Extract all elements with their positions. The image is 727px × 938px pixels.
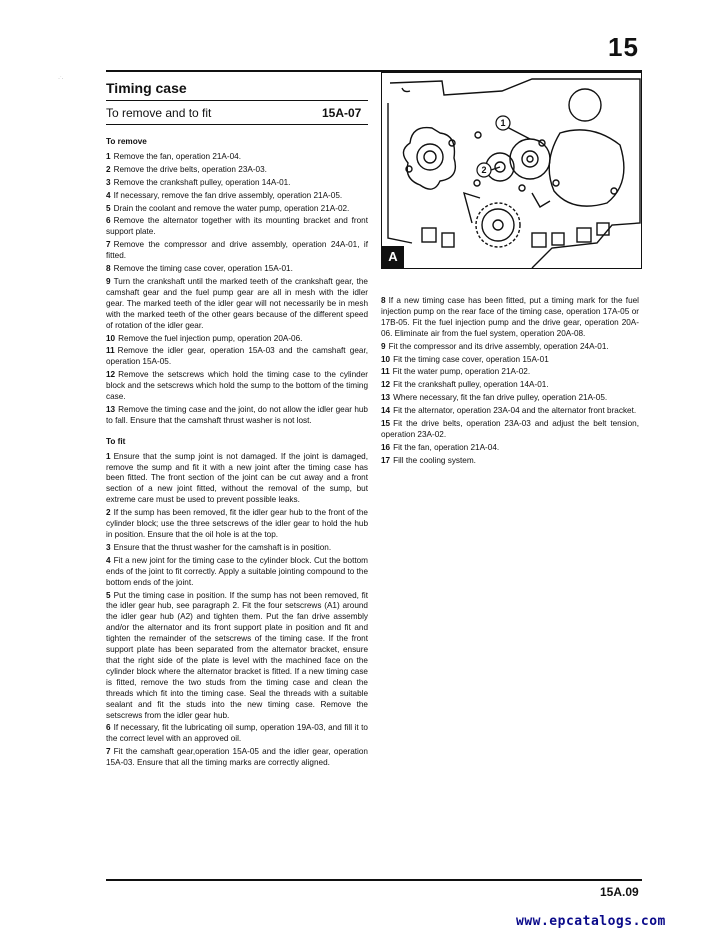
step-text: Remove the compressor and drive assembly, operation 24A-01, if fitted. bbox=[106, 240, 368, 261]
step-number: 11 bbox=[106, 346, 115, 356]
step-text: Remove the setscrews which hold the timing case to the cylinder block and the setscrews which hold the sump to the bottom of the timing case. bbox=[106, 370, 368, 402]
step-item bbox=[106, 370, 368, 403]
step-number: 6 bbox=[106, 723, 111, 733]
step-text: Fit the alternator, operation 23A-04 and the alternator front bracket. bbox=[393, 406, 637, 416]
step-number: 8 bbox=[381, 296, 386, 305]
subsection-title: To remove and to fit bbox=[106, 106, 212, 120]
step-number: 7 bbox=[106, 747, 111, 757]
step-number: 16 bbox=[381, 442, 391, 452]
step-item bbox=[106, 204, 368, 215]
step-item bbox=[106, 405, 368, 427]
step-item bbox=[381, 419, 639, 441]
step-item bbox=[106, 216, 368, 238]
step-item bbox=[106, 334, 368, 345]
step-text: Fit the fan, operation 21A-04. bbox=[393, 442, 500, 452]
footer-rule bbox=[106, 879, 642, 881]
step-number: 14 bbox=[381, 406, 391, 416]
step-item bbox=[106, 191, 368, 202]
step-text: Fit the compressor and its drive assembly, operation 24A-01. bbox=[388, 341, 609, 351]
step-text: Remove the drive belts, operation 23A-03. bbox=[113, 164, 267, 174]
step-text: If a new timing case has been fitted, put a timing mark for the fuel injection pump on the rear face of the timing case, operation 17A-05 or 17B-05. Fit the fuel injection pump and the drive gear, operation 20A-06. Eliminate air from the fuel system, operation 20A-08. bbox=[381, 296, 639, 338]
step-number: 3 bbox=[106, 542, 111, 552]
step-item bbox=[381, 367, 639, 378]
step-text: If necessary, remove the fan drive assembly, operation 21A-05. bbox=[113, 190, 343, 200]
step-number: 13 bbox=[381, 393, 391, 403]
step-text: Remove the timing case and the joint, do not allow the idler gear hub to fall. Ensure that the camshaft thrust washer is not lost. bbox=[106, 404, 368, 425]
step-text: Ensure that the thrust washer for the camshaft is in position. bbox=[113, 542, 332, 552]
to-fit-steps bbox=[106, 452, 368, 769]
step-item bbox=[381, 393, 639, 404]
step-item bbox=[381, 355, 639, 366]
step-text: Drain the coolant and remove the water pump, operation 21A-02. bbox=[113, 203, 350, 213]
step-number: 9 bbox=[381, 341, 386, 351]
step-number: 8 bbox=[106, 264, 111, 274]
step-text: Fit the drive belts, operation 23A-03 and adjust the belt tension, operation 23A-02. bbox=[381, 419, 639, 439]
step-item bbox=[106, 152, 368, 163]
to-remove-steps bbox=[106, 152, 368, 427]
step-item bbox=[381, 380, 639, 391]
step-number: 4 bbox=[106, 190, 111, 200]
step-text: Remove the fan, operation 21A-04. bbox=[113, 151, 242, 161]
step-item bbox=[106, 178, 368, 189]
step-number: 5 bbox=[106, 203, 111, 213]
figure-label: A bbox=[382, 246, 404, 268]
step-number: 2 bbox=[106, 164, 111, 174]
timing-case-illustration bbox=[381, 72, 642, 269]
to-remove-heading: To remove bbox=[106, 137, 147, 146]
step-text: Remove the crankshaft pulley, operation 14A-01. bbox=[113, 177, 291, 187]
step-text: Where necessary, fit the fan drive pulley, operation 21A-05. bbox=[393, 393, 608, 403]
step-number: 10 bbox=[106, 333, 116, 343]
step-text: Remove the fuel injection pump, operation 20A-06. bbox=[118, 333, 303, 343]
step-number: 11 bbox=[381, 367, 390, 377]
step-number: 13 bbox=[106, 404, 116, 414]
step-item bbox=[106, 264, 368, 275]
watermark: www.epcatalogs.com bbox=[516, 914, 666, 929]
step-item bbox=[106, 165, 368, 176]
step-text: Remove the timing case cover, operation 15A-01. bbox=[113, 264, 293, 274]
step-item bbox=[381, 406, 639, 417]
step-item bbox=[106, 452, 368, 507]
step-text: Fit a new joint for the timing case to the cylinder block. Cut the bottom ends of the joint to fit correctly. Apply a suitable jointing compound to the bottom ends of the joint. bbox=[106, 555, 368, 587]
step-number: 5 bbox=[106, 590, 111, 600]
callout-2: 2 bbox=[481, 165, 487, 175]
step-text: Remove the idler gear, operation 15A-03 and the camshaft gear, operation 15A-05. bbox=[106, 346, 368, 367]
step-item bbox=[106, 240, 368, 262]
step-item bbox=[381, 296, 639, 340]
step-item bbox=[106, 543, 368, 554]
step-text: Ensure that the sump joint is not damaged. If the joint is damaged, remove the sump and fit it with a new joint after the timing case has been fitted. The front section of the joint can be cut away and a front section of a new joint fitted, without the removal of the sump, but extreme care must be used to prevent possible leaks. bbox=[106, 451, 368, 505]
step-item bbox=[106, 508, 368, 541]
scan-speck: ·ˑ· bbox=[58, 76, 64, 82]
step-text: Fill the cooling system. bbox=[393, 455, 476, 465]
step-text: Fit the timing case cover, operation 15A-01 bbox=[393, 354, 549, 364]
step-number: 1 bbox=[106, 151, 111, 161]
step-text: Fit the crankshaft pulley, operation 14A-01. bbox=[393, 380, 549, 390]
left-column bbox=[106, 137, 368, 771]
step-item bbox=[106, 747, 368, 769]
subsection-rule-top bbox=[106, 100, 368, 101]
step-text: Fit the camshaft gear,operation 15A-05 and the idler gear, operation 15A-03. Ensure that all the timing marks are correctly aligned. bbox=[106, 747, 368, 768]
step-number: 10 bbox=[381, 354, 391, 364]
step-item bbox=[106, 277, 368, 332]
step-number: 12 bbox=[381, 380, 391, 390]
step-text: Turn the crankshaft until the marked teeth of the crankshaft gear, the camshaft gear and the fuel pump gear are all in mesh with the idler gear. The marked teeth of the idler gear will not necessarily be in mesh with the marked teeth of the other gears because of the different speed of rotation of the idler gear. bbox=[106, 276, 368, 330]
step-text: If necessary, fit the lubricating oil sump, operation 19A-03, and fill it to the correct level with an approved oil. bbox=[106, 723, 368, 744]
subsection-rule-bottom bbox=[106, 124, 368, 125]
timing-case-drawing bbox=[382, 73, 641, 268]
step-number: 2 bbox=[106, 508, 111, 518]
step-number: 1 bbox=[106, 451, 111, 461]
step-number: 7 bbox=[106, 240, 111, 250]
step-text: If the sump has been removed, fit the idler gear hub to the front of the cylinder block; use the three setscrews of the idler gear to hold the hub in position. Ensure that the oil hole is at the top. bbox=[106, 508, 368, 539]
step-item bbox=[381, 443, 639, 454]
to-fit-steps-continued bbox=[381, 296, 639, 467]
step-item bbox=[106, 556, 368, 589]
to-fit-heading: To fit bbox=[106, 436, 126, 446]
step-number: 17 bbox=[381, 455, 391, 465]
step-number: 6 bbox=[106, 216, 111, 226]
step-text: Put the timing case in position. If the sump has not been removed, fit the idler gear hub, see paragraph 2. Fit the four setscrews (A1) around the idler gear hub (A2) and tighten them. Put the fan drive assembly and/or the alternator and its front support plate in position and fit and tighten the remainder of the setscrews of the timing case. If the front support plate has been separated from the alternator bracket, ensure that the right side of the plate is level with the machined face on the cylinder block where the alternator bracket is fitted. If a new timing case is fitted, remove the two studs from the timing case and clean the threads which fit into the timing case. Seal the threads with a suitable sealant and fit the studs into the new timing case. Remove the setscrews from the idler gear hub. bbox=[106, 590, 368, 720]
callout-1: 1 bbox=[500, 118, 506, 128]
step-number: 12 bbox=[106, 370, 116, 380]
step-item bbox=[381, 342, 639, 353]
step-text: Fit the water pump, operation 21A-02. bbox=[392, 367, 531, 377]
step-text: Remove the alternator together with its mounting bracket and front support plate. bbox=[106, 216, 368, 237]
step-number: 9 bbox=[106, 276, 111, 286]
step-number: 3 bbox=[106, 177, 111, 187]
step-item bbox=[381, 456, 639, 467]
step-number: 15 bbox=[381, 419, 391, 429]
step-item bbox=[106, 723, 368, 745]
step-item bbox=[106, 591, 368, 722]
step-item bbox=[106, 346, 368, 368]
section-title: Timing case bbox=[106, 80, 187, 96]
operation-code: 15A-07 bbox=[322, 106, 362, 120]
step-number: 4 bbox=[106, 555, 111, 565]
page-number: 15A.09 bbox=[600, 885, 639, 899]
right-column bbox=[381, 296, 639, 469]
chapter-number: 15 bbox=[608, 32, 639, 62]
